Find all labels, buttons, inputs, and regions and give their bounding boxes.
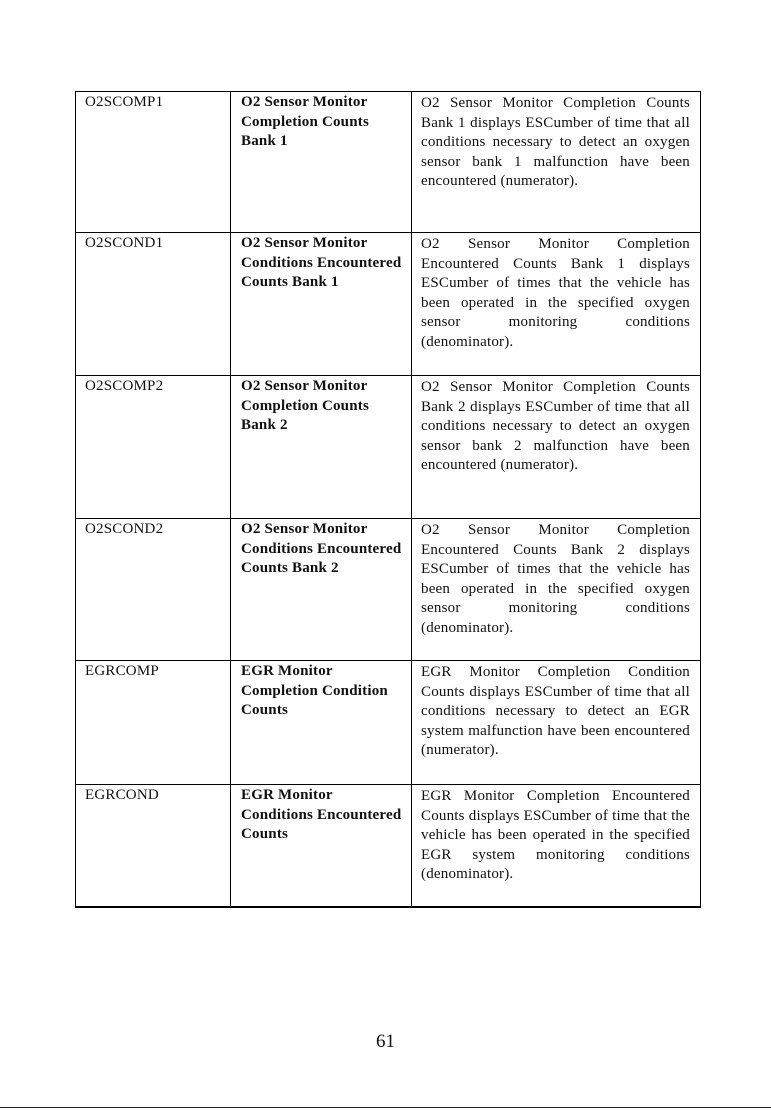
parameter-code: EGRCOMP <box>76 661 231 785</box>
table-row <box>76 785 701 907</box>
parameter-name: EGR Monitor Conditions Encountered Counts <box>231 785 412 907</box>
parameter-name: O2 Sensor Monitor Completion Counts Bank 2 <box>231 376 412 519</box>
table-row <box>76 376 701 519</box>
parameter-description: O2 Sensor Monitor Completion Encountered Counts Bank 1 displays ESCumber of times that the vehicle has been operated in the specified oxygen sensor monitoring conditions (denominator). <box>412 233 701 376</box>
table-row <box>76 661 701 785</box>
page-number: 61 <box>376 1031 395 1052</box>
parameter-name: O2 Sensor Monitor Completion Counts Bank 1 <box>231 92 412 233</box>
parameter-code: O2SCOND1 <box>76 233 231 376</box>
parameter-code: EGRCOND <box>76 785 231 907</box>
parameter-table <box>75 91 701 908</box>
parameter-description: O2 Sensor Monitor Completion Counts Bank 2 displays ESCumber of time that all conditions necessary to detect an oxygen sensor bank 2 malfunction have been encountered (numerator). <box>412 376 701 519</box>
parameter-name: O2 Sensor Monitor Conditions Encountered Counts Bank 1 <box>231 233 412 376</box>
parameter-description: EGR Monitor Completion Encountered Counts displays ESCumber of time that the vehicle has been operated in the specified EGR system monitoring conditions (denominator). <box>412 785 701 907</box>
parameter-code: O2SCOND2 <box>76 519 231 661</box>
parameter-code: O2SCOMP2 <box>76 376 231 519</box>
parameter-name: O2 Sensor Monitor Conditions Encountered Counts Bank 2 <box>231 519 412 661</box>
parameter-description: EGR Monitor Completion Condition Counts displays ESCumber of time that all conditions necessary to detect an EGR system malfunction have been encountered (numerator). <box>412 661 701 785</box>
table-row <box>76 92 701 233</box>
table-row <box>76 519 701 661</box>
parameter-name: EGR Monitor Completion Condition Counts <box>231 661 412 785</box>
parameter-description: O2 Sensor Monitor Completion Counts Bank 1 displays ESCumber of time that all conditions necessary to detect an oxygen sensor bank 1 malfunction have been encountered (numerator). <box>412 92 701 233</box>
table-row <box>76 233 701 376</box>
parameter-description: O2 Sensor Monitor Completion Encountered Counts Bank 2 displays ESCumber of times that the vehicle has been operated in the specified oxygen sensor monitoring conditions (denominator). <box>412 519 701 661</box>
parameter-code: O2SCOMP1 <box>76 92 231 233</box>
page-bottom-rule <box>0 1107 771 1108</box>
